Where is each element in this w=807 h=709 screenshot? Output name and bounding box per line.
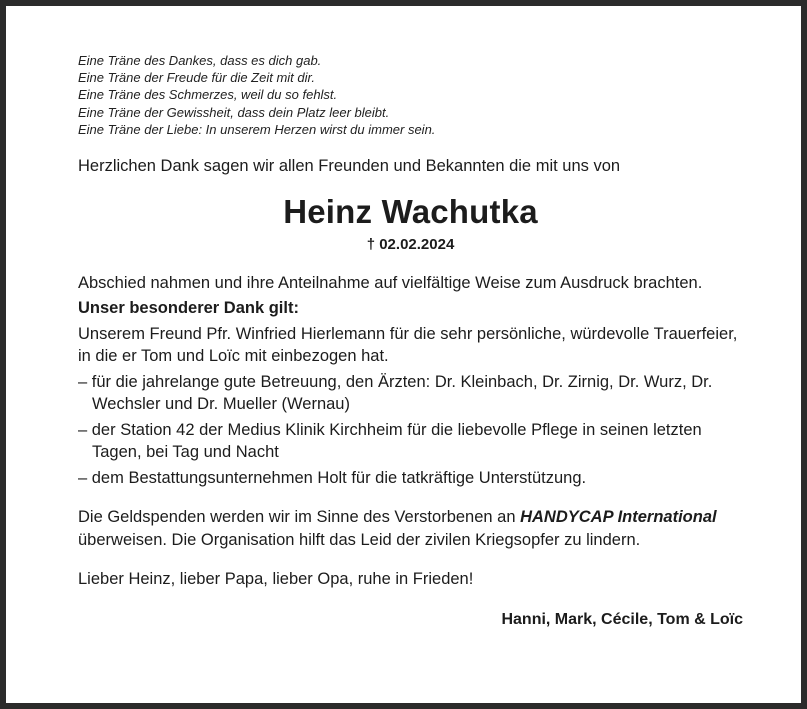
farewell-text: Lieber Heinz, lieber Papa, lieber Opa, ruhe in Frieden!: [78, 570, 474, 589]
special-thanks-heading: Unser besonderer Dank gilt:: [78, 299, 299, 318]
donation-text-before: Die Geldspenden werden wir im Sinne des Verstorbenen an: [78, 508, 521, 527]
poem-line: Eine Träne der Liebe: In unserem Herzen wirst du immer sein.: [78, 121, 436, 137]
thanks-item: – der Station 42 der Medius Klinik Kirchheim für die liebevolle Pflege in seinen letzten Tagen, bei Tag und Nacht: [78, 420, 702, 462]
poem: [78, 52, 743, 138]
deceased-name: Heinz Wachutka: [283, 192, 538, 230]
donation-text: [78, 506, 743, 551]
intro-text: Herzlichen Dank sagen wir allen Freunden und Bekannten die mit uns von: [78, 157, 621, 176]
poem-line: Eine Träne der Gewissheit, dass dein Platz leer bleibt.: [78, 104, 390, 120]
poem-line: Eine Träne des Dankes, dass es dich gab.: [78, 53, 322, 68]
donation-organization: HANDYCAP International: [520, 508, 717, 527]
poem-line: Eine Träne des Schmerzes, weil du so fehlst.: [78, 87, 338, 103]
poem-line: Eine Träne der Freude für die Zeit mit dir.: [78, 70, 315, 86]
thanks-item: – für die jahrelange gute Betreuung, den Ärzten: Dr. Kleinbach, Dr. Zirnig, Dr. Wurz, Dr. Wechsler und Dr. Mueller (Wernau): [78, 372, 713, 414]
obituary-content: [78, 52, 743, 631]
donation-text-after: überweisen. Die Organisation hilft das Leid der zivilen Kriegsopfer zu lindern.: [78, 530, 641, 549]
farewell-intro-text: Abschied nahmen und ihre Anteilnahme auf vielfältige Weise zum Ausdruck brachten.: [78, 273, 703, 292]
thanks-item: – dem Bestattungsunternehmen Holt für die tatkräftige Unterstützung.: [78, 468, 587, 487]
signature: Hanni, Mark, Cécile, Tom & Loïc: [501, 610, 743, 628]
death-date: † 02.02.2024: [366, 235, 455, 253]
thanks-pastor: Unserem Freund Pfr. Winfried Hierlemann für die sehr persönliche, würdevolle Trauerfeier, in die er Tom und Loïc mit einbezogen hat.: [78, 324, 738, 366]
